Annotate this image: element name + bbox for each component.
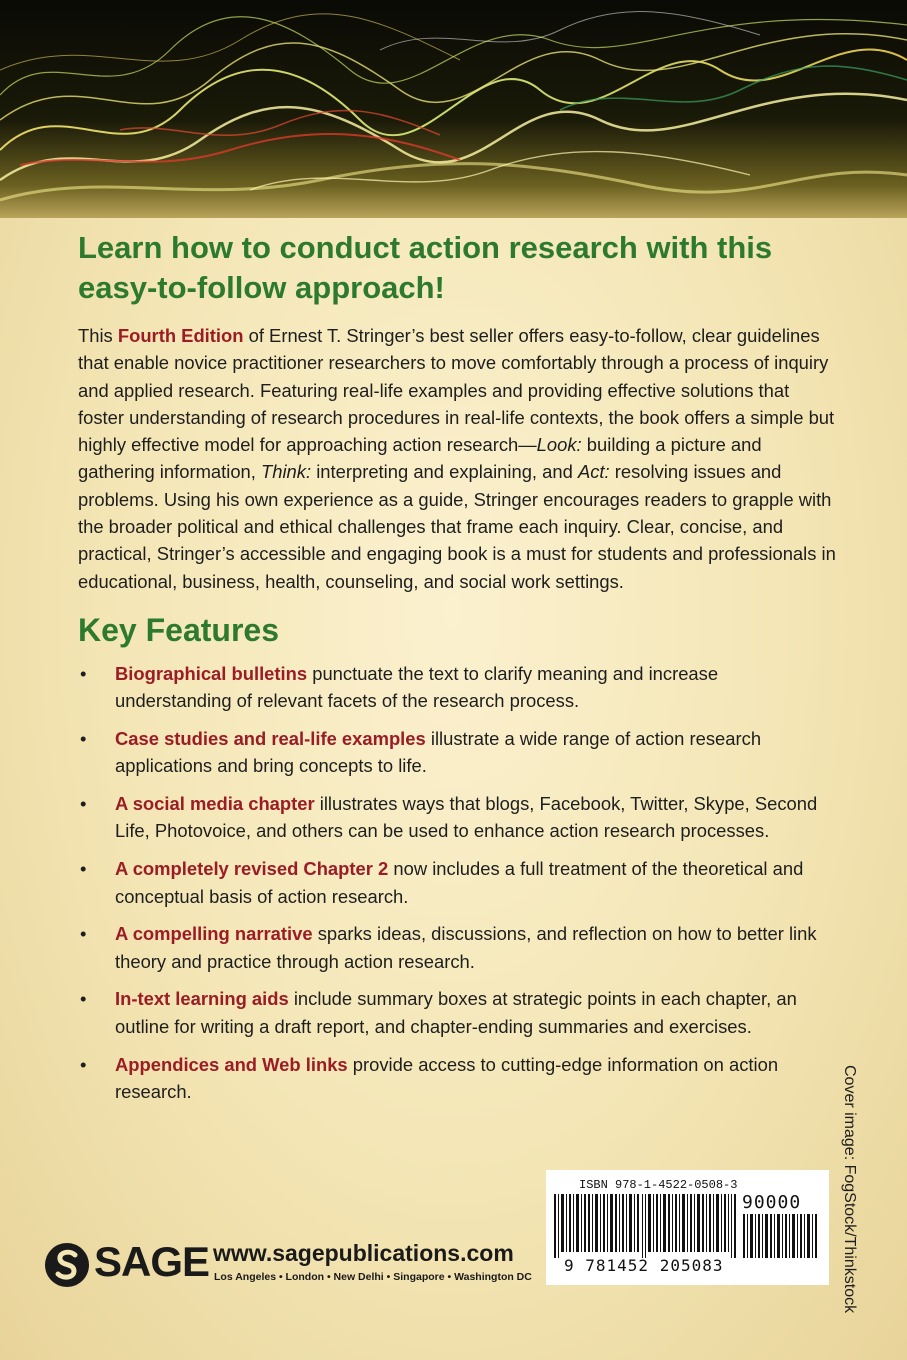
feature-text: punctuate the text to clarify meaning and increase understanding of relevant facets of the research process. xyxy=(115,663,719,712)
feature-item xyxy=(78,855,838,910)
feature-text: illustrate a wide range of action research applications and bring concepts to life. xyxy=(115,728,762,777)
feature-text: provide access to cutting-edge information on action research. xyxy=(115,1053,779,1102)
book-description xyxy=(78,322,838,595)
edition-highlight: Fourth Edition xyxy=(117,325,244,346)
feature-title: A completely revised Chapter 2 xyxy=(115,858,389,880)
bullet-icon: • xyxy=(80,923,87,945)
feature-text: include summary boxes at strategic points in each chapter, an outline for writing a draft report, and chapter-ending summaries and exercises. xyxy=(115,988,797,1037)
key-features-list xyxy=(78,660,838,1116)
light-trails-graphic xyxy=(0,0,907,218)
addon-barcode-icon xyxy=(743,1214,821,1258)
publisher-logo-text: SAGE xyxy=(94,1238,210,1285)
bullet-icon: • xyxy=(80,793,87,815)
feature-title: Case studies and real-life examples xyxy=(115,728,426,750)
description-text: of Ernest T. Stringer’s best seller offers easy-to-follow, clear guidelines that enable novice practitioner researchers to move comfortably through a process of inquiry and applied research. Featuring real-life examples and providing effective solutions that foster understanding of research procedures in real-life contexts, the book offers a simple but highly effective model for approaching action research— xyxy=(78,325,835,456)
cover-photo-light-trails xyxy=(0,0,907,218)
feature-title: Appendices and Web links xyxy=(115,1053,348,1075)
bullet-icon: • xyxy=(80,988,87,1010)
price-addon-code: 90000 xyxy=(742,1192,802,1213)
key-features-heading: Key Features xyxy=(78,612,279,648)
feature-title: A social media chapter xyxy=(115,793,315,815)
bullet-icon: • xyxy=(80,858,87,880)
description-text: This xyxy=(78,325,118,346)
bullet-icon: • xyxy=(80,728,87,750)
feature-text: illustrates ways that blogs, Facebook, Twitter, Skype, Second Life, Photovoice, and others can be used to enhance action research processes. xyxy=(115,793,818,842)
feature-title: In-text learning aids xyxy=(115,988,289,1010)
description-text: building a picture and gathering information, xyxy=(78,434,762,483)
feature-text: sparks ideas, discussions, and reflection on how to better link theory and practice through action research. xyxy=(115,923,817,972)
barcode-panel xyxy=(546,1170,829,1285)
act-term: Act: xyxy=(577,461,610,483)
cover-image-credit: Cover image: FogStock/Thinkstock xyxy=(841,1065,858,1314)
barcode-icon xyxy=(554,1194,740,1258)
feature-title: Biographical bulletins xyxy=(115,663,308,684)
think-term: Think: xyxy=(261,461,312,483)
isbn-digits: 9 781452 205083 xyxy=(564,1256,724,1275)
feature-item xyxy=(78,985,838,1040)
headline: Learn how to conduct action research with this easy-to-follow approach! xyxy=(78,230,773,305)
sage-logo-icon xyxy=(42,1240,92,1290)
publisher-url[interactable]: www.sagepublications.com xyxy=(213,1240,514,1266)
isbn-label: ISBN 978-1-4522-0508-3 xyxy=(579,1178,738,1192)
description-text: interpreting and explaining, and xyxy=(311,461,578,483)
bullet-icon: • xyxy=(80,1053,87,1075)
feature-title: A compelling narrative xyxy=(115,923,313,945)
feature-item xyxy=(78,725,838,780)
feature-item xyxy=(78,790,838,845)
feature-item xyxy=(78,920,838,975)
feature-item xyxy=(78,660,838,715)
description-text: resolving issues and problems. Using his own experience as a guide, Stringer encourages readers to grapple with the broader political and ethical challenges that frame each inquiry. Clear, concise, and practical, Stringer’s accessible and engaging book is a must for students and professionals in educational, business, health, counseling, and social work settings. xyxy=(78,461,836,592)
look-term: Look: xyxy=(536,434,582,456)
bullet-icon: • xyxy=(80,663,87,684)
feature-item xyxy=(78,1051,838,1106)
feature-text: now includes a full treatment of the theoretical and conceptual basis of action research. xyxy=(115,858,804,907)
publisher-locations: Los Angeles • London • New Delhi • Singapore • Washington DC xyxy=(214,1271,532,1283)
